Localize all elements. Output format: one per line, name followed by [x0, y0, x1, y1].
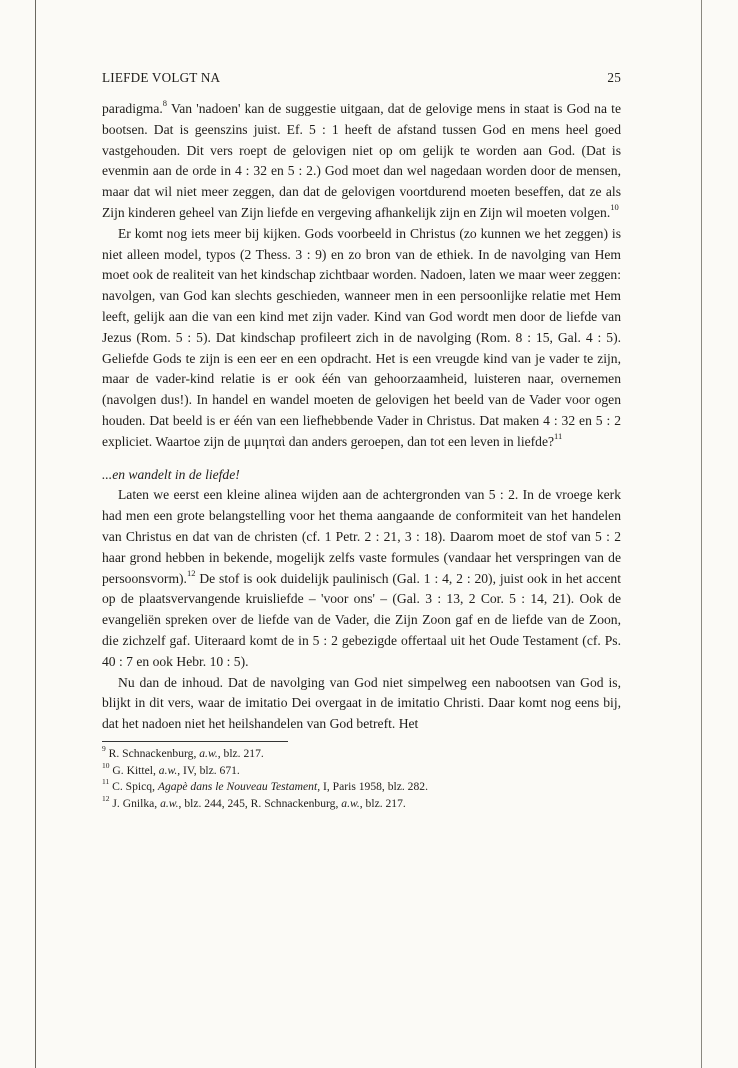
footnote: $^9$ R. Schnackenburg, a.w., blz. 217. [102, 744, 264, 760]
body-text [102, 99, 621, 735]
scan-right-edge [701, 0, 702, 1068]
running-header [102, 70, 621, 92]
section-heading: ...en wandelt in de liefde! [102, 466, 240, 482]
footnote-ref: 8 [162, 98, 168, 109]
running-title: LIEFDE VOLGT NA [102, 70, 221, 85]
footnote: $^{10}$ G. Kittel, a.w., IV, blz. 671. [102, 760, 240, 777]
footnote-ref: 11 [554, 431, 563, 442]
book-page [102, 70, 621, 812]
footnote: $^{12}$ J. Gnilka, a.w., blz. 244, 245, R. Schnackenburg, a.w., blz. 217. [102, 793, 406, 810]
paragraph: Nu dan de inhoud. Dat de navolging van God niet simpelweg een nabootsen van God is, blijkt in dit vers, waar de imitatio Dei overgaat in de imitatio Christi. Daar komt nog eens bij, dat het nadoen niet het heilshandelen van God betreft. Het [102, 674, 621, 732]
footnotes [102, 746, 621, 812]
footnote-divider [102, 741, 288, 742]
paragraph: Er komt nog iets meer bij kijken. Gods voorbeeld in Christus (zo kunnen we het zeggen) is niet alleen model, typos (2 Thess. 3 : 9) en zo bron van de ethiek. In de navolging van Hem moet ook de realiteit van het kindschap zichtbaar worden. Nadoen, laten we maar weer zeggen: navolgen, van God kan slechts geschieden, wanneer men in een persoonlijke relatie met Hem leeft, gelijk aan die van een kind met zijn vader. Kind van God wordt men door de liefde van Jezus (Rom. 5 : 5). Dat kindschap profileert zich in de navolging (Rom. 8 : 15, Gal. 4 : 5). Geliefde Gods te zijn is een eer en een opdracht. Het is een vreugde kind van je vader te zijn, maar de vader-kind relatie is er ook één van gehoorzaamheid, luisteren naar, overnemen (navolgen dus!). In handel en wandel moeten de gelovigen het beeld van de Vader voor ogen houden. Dat beeld is er één van een liefhebbende Vader in Christus. Dat maken 4 : 32 en 5 : 2 expliciet. Waartoe zijn de μιμηταὶ dan anders geroepen, dan tot een leven in liefde?$^{11}$ [102, 225, 621, 449]
scan-left-edge [35, 0, 36, 1068]
page-number: 25 [607, 70, 621, 85]
paragraph: paradigma.$^8$ Van 'nadoen' kan de suggestie uitgaan, dat de gelovige mens in staat is God na te bootsen. Dat is geenszins juist. Ef. 5 : 1 heeft de afstand tussen God en mens heel goed vastgehouden. Dit vers roept de gelovigen niet op om gelijk te worden aan God. (Dat is evenmin aan de orde in 4 : 32 en 5 : 2.) God moet dan wel nagedaan worden door de mensen, maar dat wil niet meer zeggen, dan dat de gelovigen voortdurend moeten beseffen, dat ze als Zijn kinderen geheel van Zijn liefde en vergeving afhankelijk zijn en Zijn wil moeten volgen.$^{10}$ [102, 98, 621, 220]
footnote-ref: 12 [186, 568, 196, 578]
footnote: $^{11}$ C. Spicq, Agapè dans le Nouveau Testament, I, Paris 1958, blz. 282. [102, 777, 428, 794]
footnote-ref: 10 [610, 202, 619, 213]
paragraph: Laten we eerst een kleine alinea wijden aan de achtergronden van 5 : 2. In de vroege kerk had men een grote belangstelling voor het thema aangaande de conformiteit van het handelen van Christus en dat van de christen (cf. 1 Petr. 2 : 21, 3 : 18). Daarom moet de stof van 5 : 2 haar grond hebben in bekende, mogelijk zelfs vaste formules (vandaar het verspringen van de persoonsvorm).$^{12}$ De stof is ook duidelijk paulinisch (Gal. 1 : 4, 2 : 20), juist ook in het accent op de plaatsvervangende kruisliefde – 'voor ons' – (Gal. 3 : 13, 2 Cor. 5 : 14, 21). Ook de evangeliën spreken over de liefde van de Vader, die Zijn Zoon gaf en de liefde van de Zoon, die zichzelf gaf. Uiteraard komt de in 5 : 2 gebezigde offertaal uit het Oude Testament (cf. Ps. 40 : 7 en ook Hebr. 10 : 5). [102, 487, 621, 669]
